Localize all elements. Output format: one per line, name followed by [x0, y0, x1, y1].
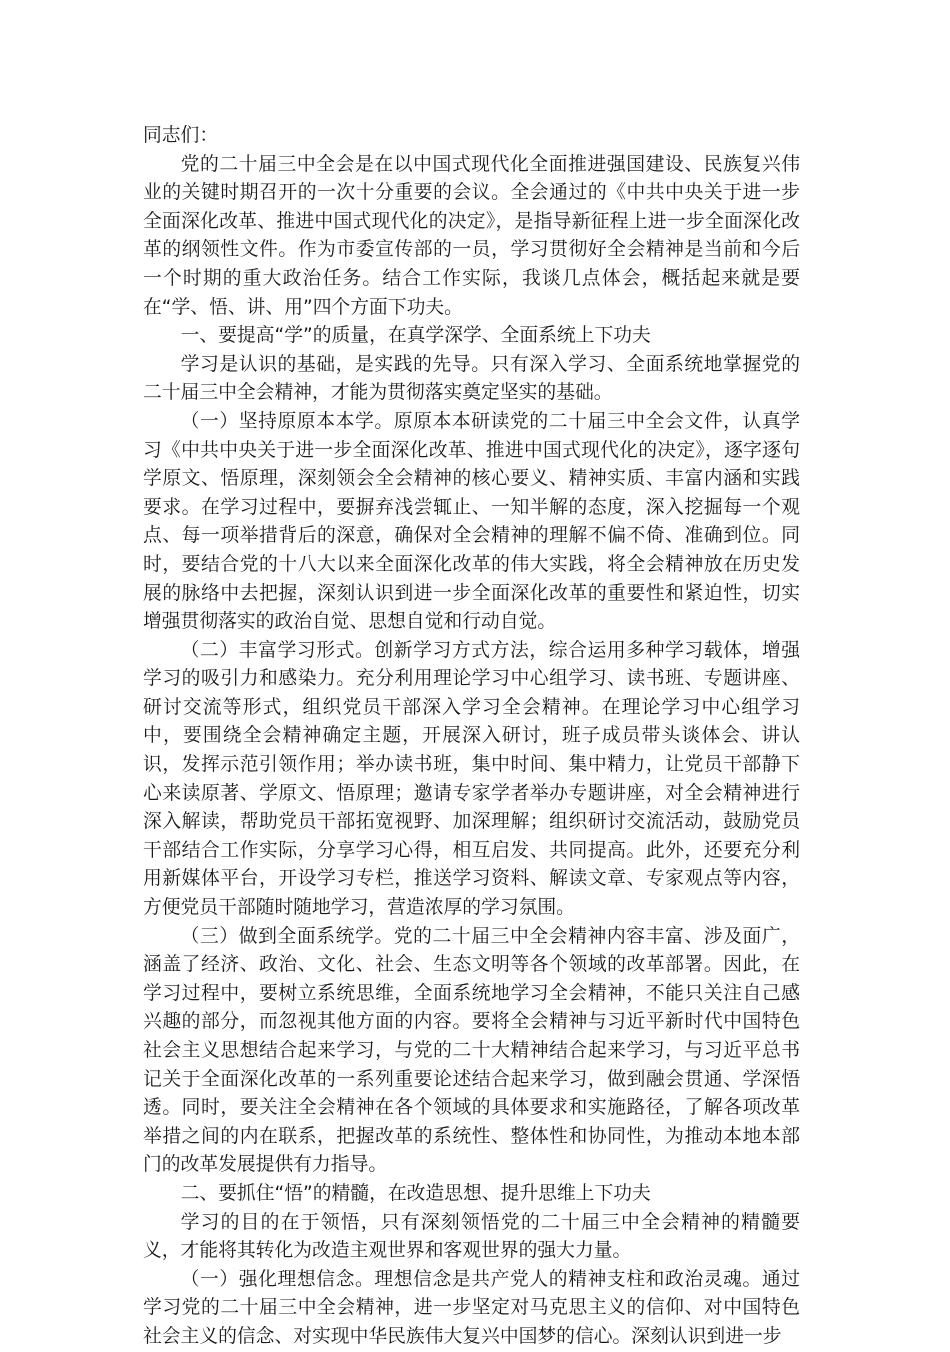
paragraph-section-1-item-3: （三）做到全面系统学。党的二十届三中全会精神内容丰富、涉及面广，涵盖了经济、政治、文化、社会、生态文明等各个领域的改革部署。因此，在学习过程中，要树立系统思维，全面系统地学习全会精神，不能只关注自己感兴趣的部分，而忽视其他方面的内容。要将全会精神与习近平新时代中国特色社会主义思想结合起来学习，与党的二十大精神结合起来学习，与习近平总书记关于全面深化改革的一系列重要论述结合起来学习，做到融会贯通、学深悟透。同时，要关注全会精神在各个领域的具体要求和实施路径，了解各项改革举措之间的内在联系，把握改革的系统性、整体性和协同性，为推动本地本部门的改革发展提供有力指导。 — [143, 925, 800, 1176]
document-body — [143, 122, 800, 1352]
paragraph-section-2-intro: 学习的目的在于领悟，只有深刻领悟党的二十届三中全会精神的精髓要义，才能将其转化为改造主观世界和客观世界的强大力量。 — [143, 1211, 800, 1262]
paragraph-section-2-item-1: （一）强化理想信念。理想信念是共产党人的精神支柱和政治灵魂。通过学习党的二十届三中全会精神，进一步坚定对马克思主义的信仰、对中国特色社会主义的信念、对实现中华民族伟大复兴中国梦的信心。深刻认识到进一步 — [143, 1268, 800, 1347]
paragraph-section-1-item-2: （二）丰富学习形式。创新学习方式方法，综合运用多种学习载体，增强学习的吸引力和感染力。充分利用理论学习中心组学习、读书班、专题讲座、研讨交流等形式，组织党员干部深入学习全会精神。在理论学习中心组学习中，要围绕全会精神确定主题，开展深入研讨，班子成员带头谈体会、讲认识，发挥示范引领作用；举办读书班，集中时间、集中精力，让党员干部静下心来读原著、学原文、悟原理；邀请专家学者举办专题讲座，对全会精神进行深入解读，帮助党员干部拓宽视野、加深理解；组织研讨交流活动，鼓励党员干部结合工作实际，分享学习心得，相互启发、共同提高。此外，还要充分利用新媒体平台，开设学习专栏，推送学习资料、解读文章、专家观点等内容，方便党员干部随时随地学习，营造浓厚的学习氛围。 — [143, 639, 800, 919]
paragraph-intro: 党的二十届三中全会是在以中国式现代化全面推进强国建设、民族复兴伟业的关键时期召开的一次十分重要的会议。全会通过的《中共中央关于进一步全面深化改革、推进中国式现代化的决定》，是指导新征程上进一步全面深化改革的纲领性文件。作为市委宣传部的一员，学习贯彻好全会精神是当前和今后一个时期的重大政治任务。结合工作实际，我谈几点体会，概括起来就是要在“学、悟、讲、用”四个方面下功夫。 — [143, 153, 800, 318]
paragraph-section-1-item-1: （一）坚持原原本本学。原原本本研读党的二十届三中全会文件，认真学习《中共中央关于进一步全面深化改革、推进中国式现代化的决定》，逐字逐句学原文、悟原理，深刻领会全会精神的核心要义、精神实质、丰富内涵和实践要求。在学习过程中，要摒弃浅尝辄止、一知半解的态度，深入挖掘每一个观点、每一项举措背后的深意，确保对全会精神的理解不偏不倚、准确到位。同时，要结合党的十八大以来全面深化改革的伟大实践，将全会精神放在历史发展的脉络中去把握，深刻认识到进一步全面深化改革的重要性和紧迫性，切实增强贯彻落实的政治自觉、思想自觉和行动自觉。 — [143, 410, 800, 633]
paragraph-section-1-intro: 学习是认识的基础，是实践的先导。只有深入学习、全面系统地掌握党的二十届三中全会精神，才能为贯彻落实奠定坚实的基础。 — [143, 353, 800, 404]
heading-section-1: 一、要提高“学”的质量，在真学深学、全面系统上下功夫 — [180, 325, 651, 347]
heading-section-2: 二、要抓住“悟”的精髓，在改造思想、提升思维上下功夫 — [180, 1182, 651, 1204]
salutation: 同志们： — [143, 125, 219, 146]
